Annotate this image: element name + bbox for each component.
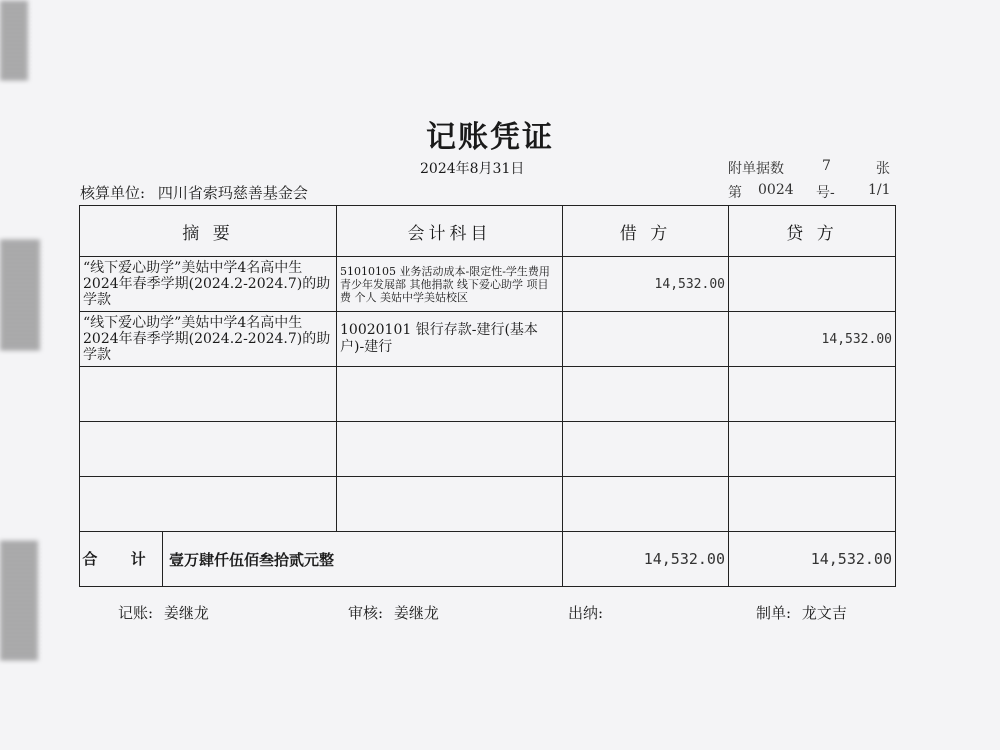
total-cell — [80, 532, 563, 587]
table-row — [80, 422, 896, 477]
voucher-title: 记账凭证 — [426, 120, 554, 155]
number-suffix: 号- — [816, 185, 835, 201]
table-row — [80, 477, 896, 532]
number-prefix: 第 — [728, 185, 742, 201]
accounting-unit — [80, 182, 308, 203]
total-label: 合 计 — [80, 532, 163, 586]
total-credit: 14,532.00 — [729, 532, 896, 587]
table-row — [80, 312, 896, 367]
row-account: 10020101 银行存款-建行(基本户)-建行 — [337, 312, 563, 367]
cashier — [568, 602, 609, 623]
row-credit — [729, 257, 896, 312]
table-row — [80, 367, 896, 422]
row-debit: 14,532.00 — [563, 257, 729, 312]
row-credit — [729, 367, 896, 422]
row-debit — [563, 477, 729, 532]
row-credit — [729, 477, 896, 532]
row-account: 51010105 业务活动成本-限定性-学生费用 青少年发展部 其他捐款 线下爱心助学 项目费 个人 美姑中学美姑校区 — [337, 257, 563, 312]
row-summary — [80, 477, 337, 532]
reviewer — [348, 602, 439, 623]
row-summary — [80, 422, 337, 477]
bookkeeper-label: 记账: — [118, 604, 154, 622]
row-summary: “线下爱心助学”美姑中学4名高中生2024年春季学期(2024.2-2024.7)的助学款 — [80, 312, 337, 367]
row-debit — [563, 422, 729, 477]
header-credit: 贷 方 — [729, 206, 896, 257]
scan-smudge — [0, 540, 38, 660]
row-summary — [80, 367, 337, 422]
preparer-label: 制单: — [756, 604, 792, 622]
total-debit: 14,532.00 — [563, 532, 729, 587]
row-summary: “线下爱心助学”美姑中学4名高中生2024年春季学期(2024.2-2024.7)的助学款 — [80, 257, 337, 312]
total-in-words: 壹万肆仟伍佰叁拾贰元整 — [169, 550, 335, 569]
page-indicator: 1/1 — [868, 182, 891, 198]
reviewer-name: 姜继龙 — [393, 604, 439, 622]
number-value: 0024 — [758, 182, 794, 198]
preparer — [756, 602, 847, 623]
row-debit — [563, 367, 729, 422]
header-debit: 借 方 — [563, 206, 729, 257]
voucher-date: 2024年8月31日 — [420, 161, 525, 177]
bookkeeper — [118, 602, 209, 623]
row-debit — [563, 312, 729, 367]
table-row — [80, 257, 896, 312]
row-account — [337, 367, 563, 422]
preparer-name: 龙文吉 — [801, 604, 847, 622]
bookkeeper-name: 姜继龙 — [163, 604, 209, 622]
scan-smudge — [0, 240, 40, 350]
header-summary: 摘 要 — [80, 206, 337, 257]
total-row — [80, 532, 896, 587]
row-credit: 14,532.00 — [729, 312, 896, 367]
reviewer-label: 审核: — [348, 604, 384, 622]
attachments-label: 附单据数 — [728, 161, 784, 177]
scan-smudge — [0, 0, 28, 80]
row-credit — [729, 422, 896, 477]
attachments-unit: 张 — [876, 161, 890, 177]
attachments-count: 7 — [822, 158, 831, 174]
unit-name: 四川省索玛慈善基金会 — [157, 184, 308, 202]
table-header-row — [80, 206, 896, 257]
unit-label: 核算单位: — [80, 184, 146, 202]
header-account: 会计科目 — [337, 206, 563, 257]
cashier-label: 出纳: — [568, 604, 604, 622]
voucher-table — [79, 205, 896, 587]
row-account — [337, 477, 563, 532]
row-account — [337, 422, 563, 477]
